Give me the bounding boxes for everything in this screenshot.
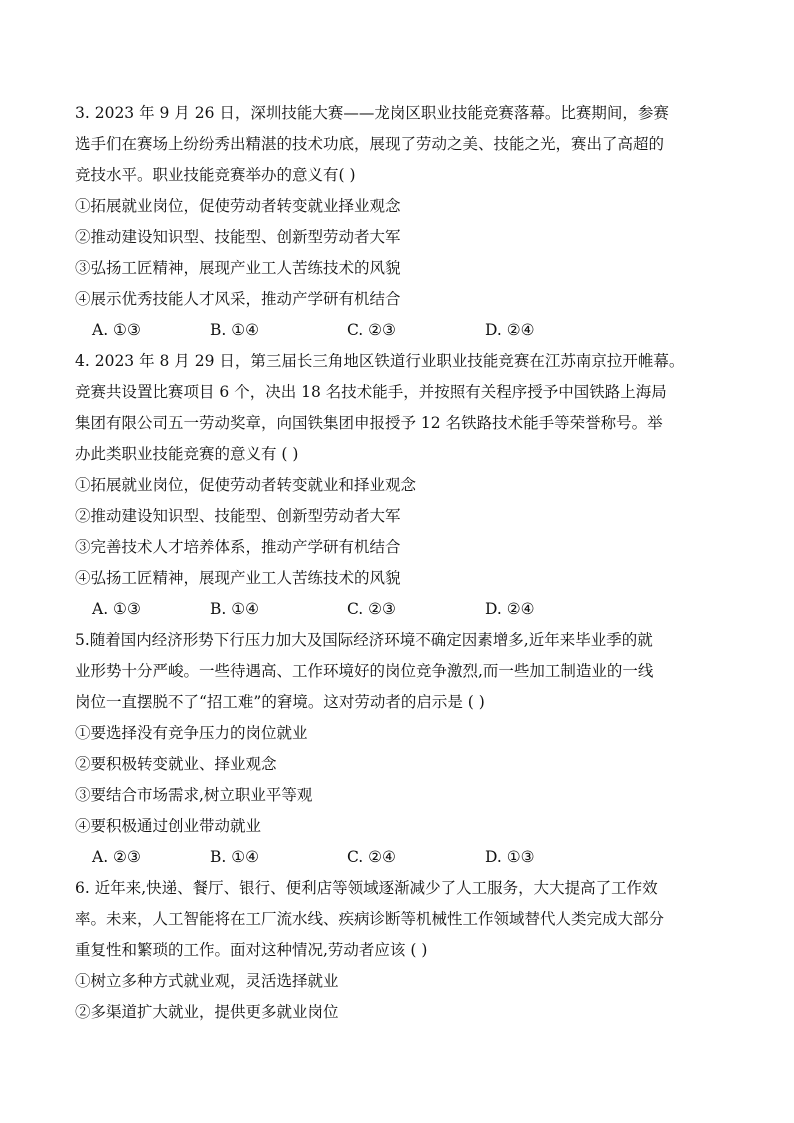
option-a: A. ②③ (92, 848, 141, 866)
option-c: C. ②③ (347, 321, 396, 339)
option-b: B. ①④ (210, 600, 260, 618)
question-stem-line: 4. 2023 年 8 月 29 日，第三届长三角地区铁道行业职业技能竞赛在江苏南京拉开帷幕。 (75, 352, 685, 370)
statement-2: ②多渠道扩大就业，提供更多就业岗位 (75, 1003, 339, 1021)
option-b: B. ①④ (210, 321, 260, 339)
statement-1: ①要选择没有竞争压力的岗位就业 (75, 724, 308, 742)
answer-options (75, 594, 715, 625)
option-b: B. ①④ (210, 848, 260, 866)
option-a: A. ①③ (92, 600, 141, 618)
question-stem-line: 集团有限公司五一劳动奖章，向国铁集团申报授予 12 名铁路技术能手等荣誉称号。举 (75, 414, 663, 432)
statement-3: ③完善技术人才培养体系，推动产学研有机结合 (75, 538, 401, 556)
question-5 (75, 625, 715, 873)
question-stem-line: 竞赛共设置比赛项目 6 个，决出 18 名技术能手，并按照有关程序授予中国铁路上海局 (75, 383, 667, 401)
exam-page (75, 98, 715, 1028)
statement-3: ③要结合市场需求,树立职业平等观 (75, 786, 313, 804)
question-stem-line: 岗位一直摆脱不了“招工难”的窘境。这对劳动者的启示是 ( ) (75, 693, 485, 711)
option-d: D. ②④ (485, 600, 535, 618)
statement-1: ①拓展就业岗位，促使劳动者转变就业和择业观念 (75, 476, 417, 494)
question-stem-line: 3. 2023 年 9 月 26 日，深圳技能大赛——龙岗区职业技能竞赛落幕。比赛期间，参赛 (75, 104, 669, 122)
statement-1: ①拓展就业岗位，促使劳动者转变就业择业观念 (75, 197, 401, 215)
statement-2: ②要积极转变就业、择业观念 (75, 755, 277, 773)
question-stem-line: 选手们在赛场上纷纷秀出精湛的技术功底，展现了劳动之美、技能之光，赛出了高超的 (75, 135, 665, 153)
statement-4: ④弘扬工匠精神，展现产业工人苦练技术的风貌 (75, 569, 401, 587)
question-6 (75, 873, 715, 1028)
statement-3: ③弘扬工匠精神，展现产业工人苦练技术的风貌 (75, 259, 401, 277)
statement-2: ②推动建设知识型、技能型、创新型劳动者大军 (75, 507, 401, 525)
option-d: D. ②④ (485, 321, 535, 339)
statement-4: ④要积极通过创业带动就业 (75, 817, 262, 835)
statement-4: ④展示优秀技能人才风采，推动产学研有机结合 (75, 290, 401, 308)
question-stem-line: 竞技水平。职业技能竞赛举办的意义有( ) (75, 166, 356, 184)
option-c: C. ②③ (347, 600, 396, 618)
answer-options (75, 315, 715, 346)
question-4 (75, 346, 715, 625)
question-stem-line: 6. 近年来,快递、餐厅、银行、便利店等领域逐渐减少了人工服务，大大提高了工作效 (75, 879, 658, 897)
question-stem-line: 办此类职业技能竞赛的意义有 ( ) (75, 445, 299, 463)
question-stem-line: 率。未来，人工智能将在工厂流水线、疾病诊断等机械性工作领域替代人类完成大部分 (75, 910, 665, 928)
question-stem-line: 业形势十分严峻。一些待遇高、工作环境好的岗位竞争激烈,而一些加工制造业的一线 (75, 662, 654, 680)
question-3 (75, 98, 715, 346)
option-a: A. ①③ (92, 321, 141, 339)
answer-options (75, 842, 715, 873)
statement-2: ②推动建设知识型、技能型、创新型劳动者大军 (75, 228, 401, 246)
question-stem-line: 重复性和繁琐的工作。面对这种情况,劳动者应该 ( ) (75, 941, 428, 959)
question-stem-line: 5.随着国内经济形势下行压力加大及国际经济环境不确定因素增多,近年来毕业季的就 (75, 631, 653, 649)
option-c: C. ②④ (347, 848, 396, 866)
option-d: D. ①③ (485, 848, 535, 866)
statement-1: ①树立多种方式就业观，灵活选择就业 (75, 972, 339, 990)
